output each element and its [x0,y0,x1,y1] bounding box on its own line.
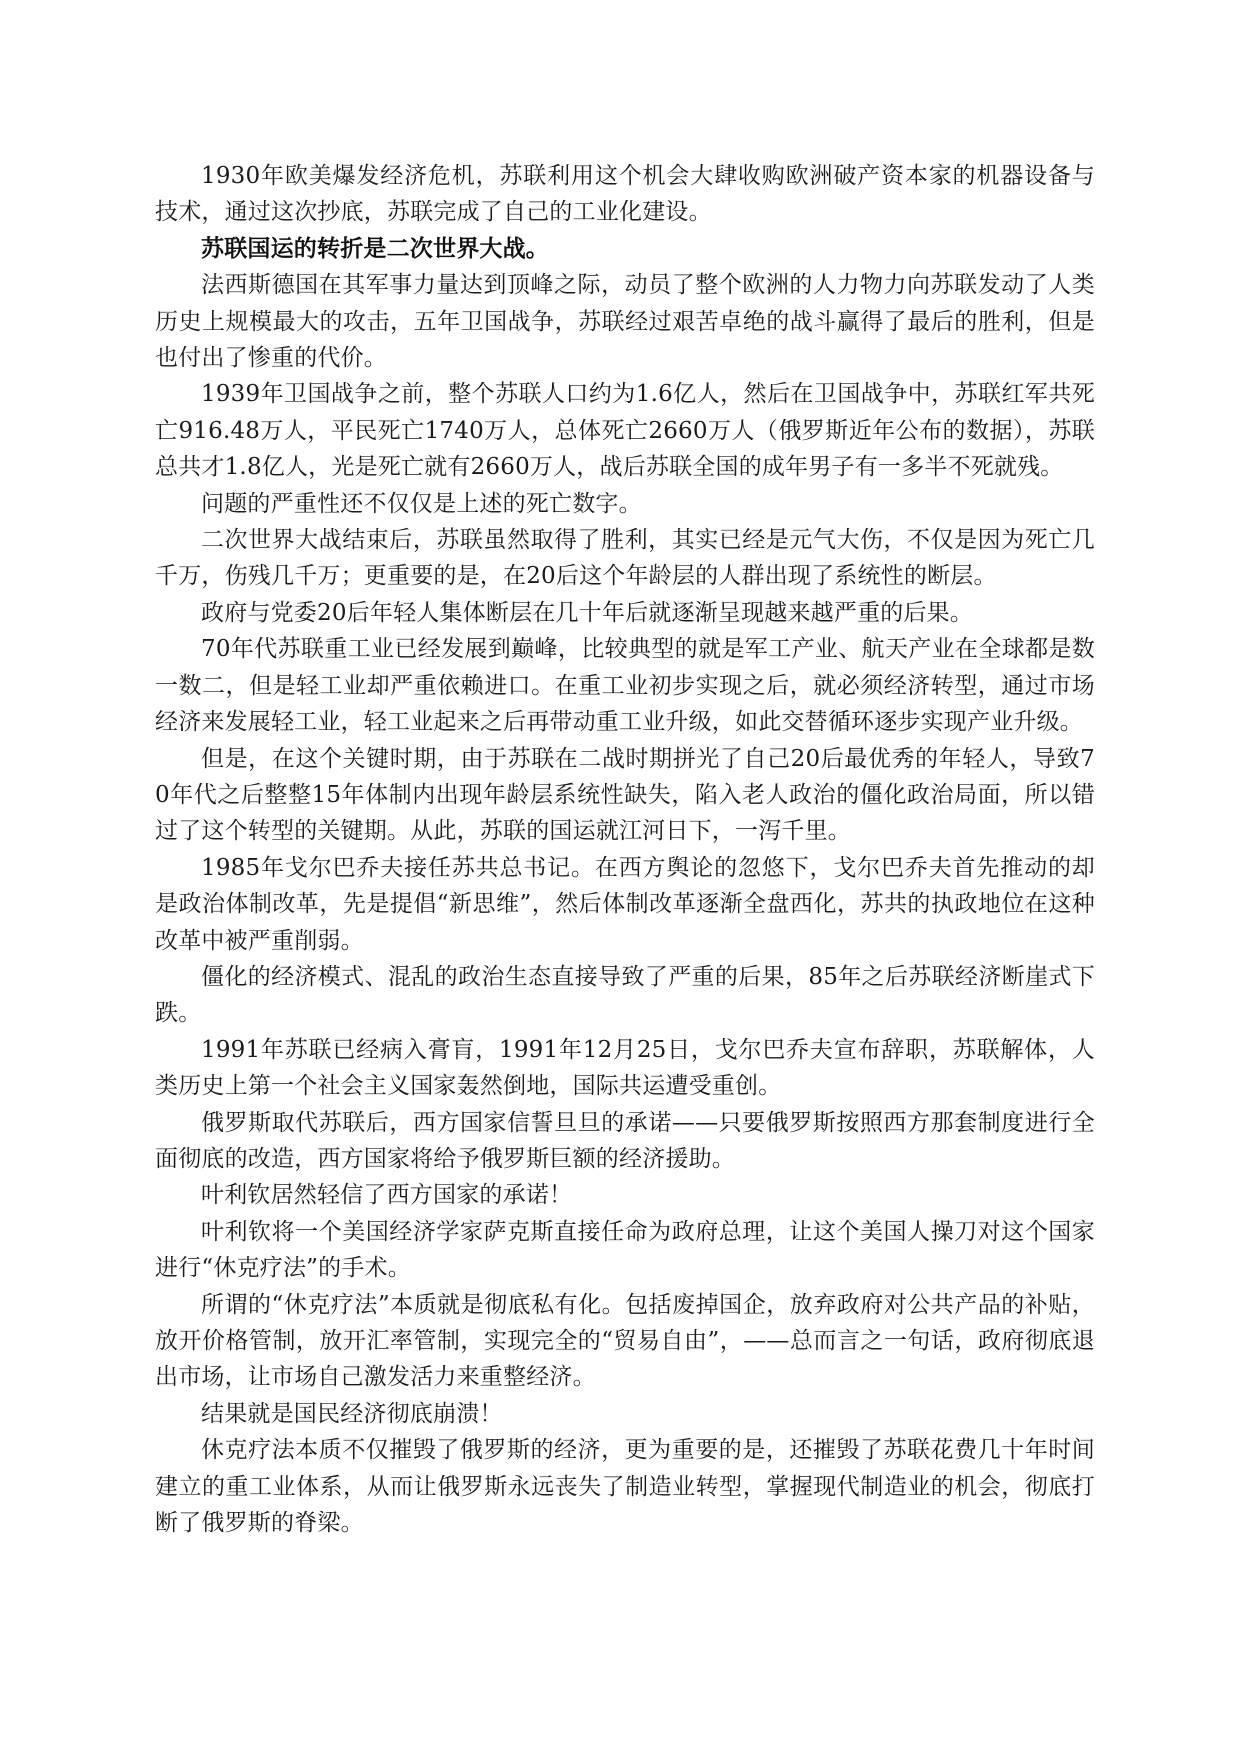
paragraph: 俄罗斯取代苏联后，西方国家信誓旦旦的承诺——只要俄罗斯按照西方那套制度进行全面彻底的改造，西方国家将给予俄罗斯巨额的经济援助。 [155,1109,1095,1172]
paragraph: 1985年戈尔巴乔夫接任苏共总书记。在西方舆论的忽悠下，戈尔巴乔夫首先推动的却是政治体制改革，先是提倡“新思维”，然后体制改革逐渐全盘西化，苏共的执政地位在这种改革中被严重削弱。 [155,854,1095,954]
paragraph: 休克疗法本质不仅摧毁了俄罗斯的经济，更为重要的是，还摧毁了苏联花费几十年时间建立的重工业体系，从而让俄罗斯永远丧失了制造业转型，掌握现代制造业的机会，彻底打断了俄罗斯的脊梁。 [155,1437,1095,1537]
paragraph: 但是，在这个关键时期，由于苏联在二战时期拼光了自己20后最优秀的年轻人，导致70年代之后整整15年体制内出现年龄层系统性缺失，陷入老人政治的僵化政治局面，所以错过了这个转型的关键期。从此，苏联的国运就江河日下，一泻千里。 [155,745,1095,845]
paragraph: 结果就是国民经济彻底崩溃！ [201,1400,503,1427]
paragraph: 问题的严重性还不仅仅是上述的死亡数字。 [201,490,642,517]
section-heading: 苏联国运的转折是二次世界大战。 [201,234,549,262]
paragraph: 1991年苏联已经病入膏肓，1991年12月25日，戈尔巴乔夫宣布辞职，苏联解体，人类历史上第一个社会主义国家轰然倒地，国际共运遭受重创。 [155,1036,1095,1100]
paragraph: 法西斯德国在其军事力量达到顶峰之际，动员了整个欧洲的人力物力向苏联发动了人类历史上规模最大的攻击，五年卫国战争，苏联经过艰苦卓绝的战斗赢得了最后的胜利，但是也付出了惨重的代价。 [155,272,1095,372]
paragraph: 1939年卫国战争之前，整个苏联人口约为1.6亿人，然后在卫国战争中，苏联红军共死亡916.48万人，平民死亡1740万人，总体死亡2660万人（俄罗斯近年公布的数据），苏联总共才1.8亿人，光是死亡就有2660万人，战后苏联全国的成年男子有一多半不死就残。 [155,381,1095,481]
paragraph: 二次世界大战结束后，苏联虽然取得了胜利，其实已经是元气大伤，不仅是因为死亡几千万，伤残几千万；更重要的是，在20后这个年龄层的人群出现了系统性的断层。 [155,527,1095,590]
paragraph: 政府与党委20后年轻人集体断层在几十年后就逐渐呈现越来越严重的后果。 [201,599,974,626]
article-body [155,158,1095,1541]
paragraph: 叶利钦居然轻信了西方国家的承诺！ [201,1182,573,1209]
paragraph: 僵化的经济模式、混乱的政治生态直接导致了严重的后果，85年之后苏联经济断崖式下跌。 [155,963,1095,1027]
paragraph: 叶利钦将一个美国经济学家萨克斯直接任命为政府总理，让这个美国人操刀对这个国家进行“休克疗法”的手术。 [155,1218,1095,1282]
paragraph: 70年代苏联重工业已经发展到巅峰，比较典型的就是军工产业、航天产业在全球都是数一数二，但是轻工业却严重依赖进口。在重工业初步实现之后，就必须经济转型，通过市场经济来发展轻工业，轻工业起来之后再带动重工业升级，如此交替循环逐步实现产业升级。 [155,636,1095,736]
paragraph: 1930年欧美爆发经济危机，苏联利用这个机会大肆收购欧洲破产资本家的机器设备与技术，通过这次抄底，苏联完成了自己的工业化建设。 [155,163,1095,226]
paragraph: 所谓的“休克疗法”本质就是彻底私有化。包括废掉国企，放弃政府对公共产品的补贴，放开价格管制，放开汇率管制，实现完全的“贸易自由”，——总而言之一句话，政府彻底退出市场，让市场自己激发活力来重整经济。 [155,1291,1095,1391]
